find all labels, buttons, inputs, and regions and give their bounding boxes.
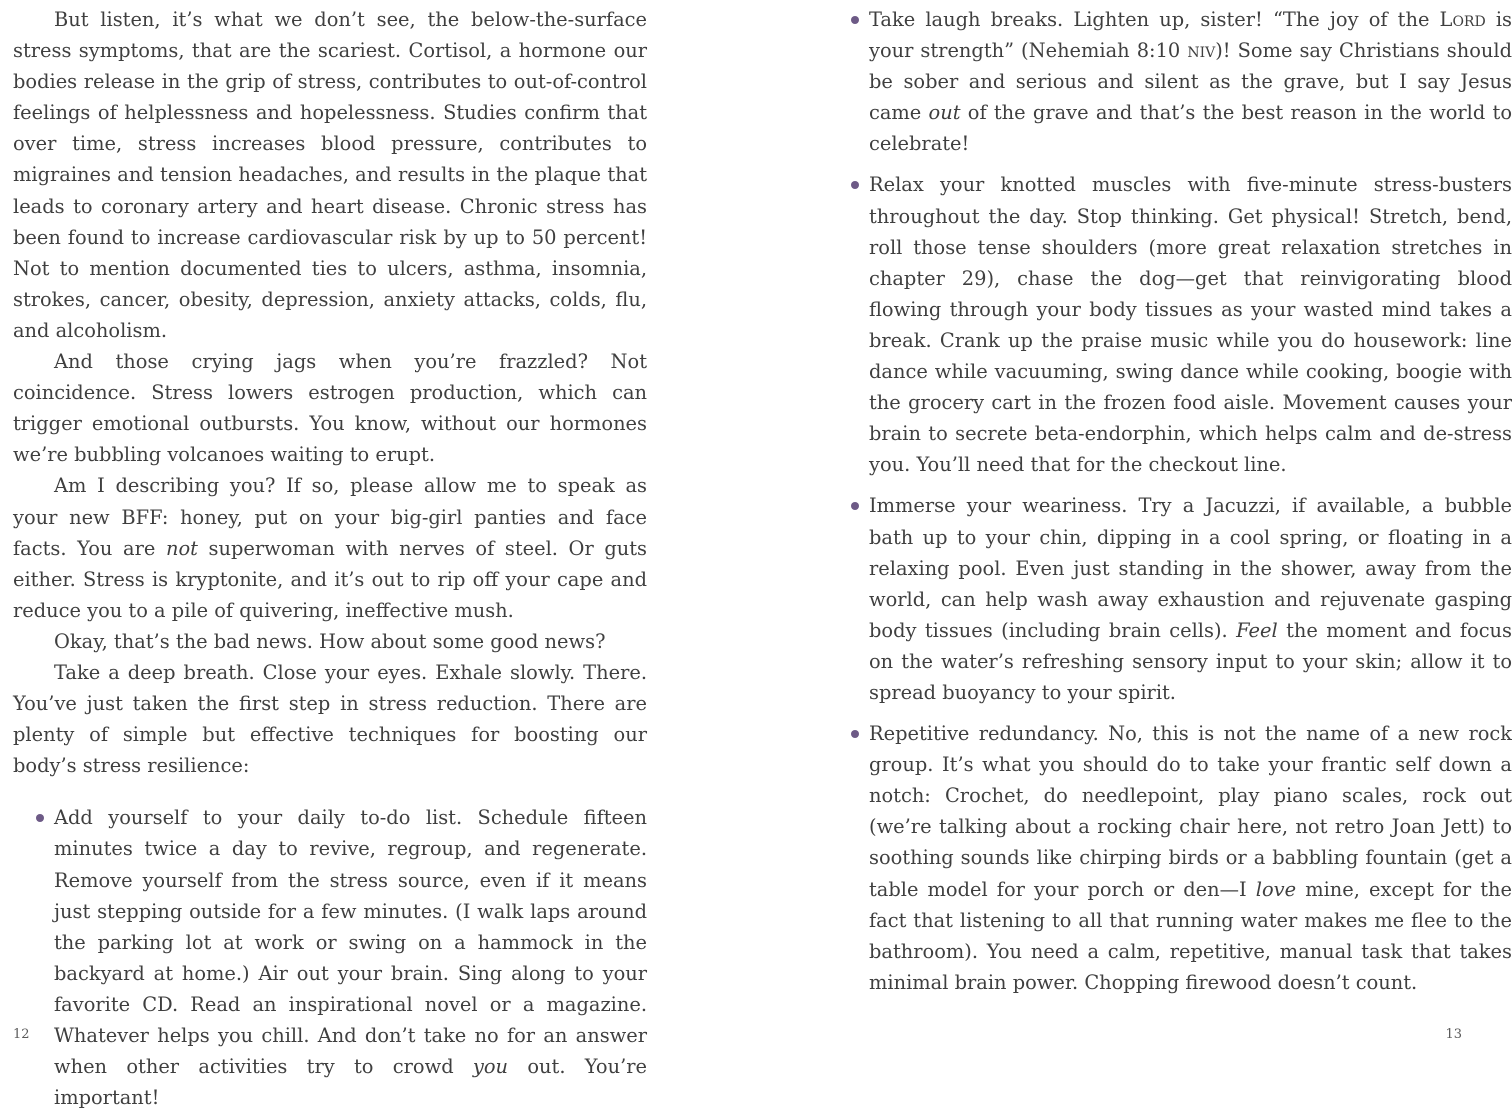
bullet-dot-icon <box>851 16 859 24</box>
emphasis-feel: Feel <box>1236 618 1278 642</box>
paragraph-crying-jags: And those crying jags when you’re frazzled? Not coincidence. Stress lowers estrogen production, which can trigger emotional outbursts. You know, without our hormones we’re bubbling volcanoes waiting to erupt. <box>13 350 647 467</box>
emphasis-love: love <box>1255 877 1297 901</box>
page-number-left: 12 <box>13 1027 30 1042</box>
bullet-relax-muscles <box>869 169 1512 480</box>
paragraph-bad-news: Okay, that’s the bad news. How about some good news? <box>54 629 606 653</box>
bullet-dot-icon <box>851 730 859 738</box>
paragraph-describing-you <box>13 470 647 625</box>
bullet-laugh-part4: of the grave and that’s the best reason in the world to celebrate! <box>869 101 1512 156</box>
paragraph-stress-symptoms: But listen, it’s what we don’t see, the below-the-surface stress symptoms, that are the scariest. Cortisol, a hormone our bodies release in the grip of stress, contributes to out-of-control feelings of helplessness and hopelessness. Studies confirm that over time, stress increases blood pressure, contributes to migraines and tension headaches, and results in the plaque that leads to coronary artery and heart disease. Chronic stress has been found to increase cardiovascular risk by up to 50 percent! Not to mention documented ties to ulcers, asthma, insomnia, strokes, cancer, obesity, depression, anxiety attacks, colds, flu, and alcoholism. <box>13 8 647 342</box>
left-text-column <box>13 4 647 1113</box>
bullet-add-yourself-part2: out. You’re important! <box>54 1055 647 1110</box>
bullet-immerse-part2: the moment and focus on the water’s refreshing sensory input to your skin; allow it to spread buoyancy to your spirit. <box>869 618 1512 704</box>
bullet-repetitive-part2: mine, except for the fact that listening to all that running water makes me flee to the bathroom). You need a calm, repetitive, manual task that takes minimal brain power. Chopping firewood doesn’t count. <box>869 877 1512 994</box>
bullet-dot-icon <box>851 502 859 510</box>
right-page <box>750 0 1512 1050</box>
paragraph-deep-breath: Take a deep breath. Close your eyes. Exhale slowly. There. You’ve just taken the first step in stress reduction. There are plenty of simple but effective techniques for boosting our body’s stress resilience: <box>13 660 647 778</box>
bullet-laugh-part3: )! Some say Christians should be sober and serious and silent as the grave, but I say Jesus came <box>869 39 1512 125</box>
bullet-add-yourself <box>13 802 647 1113</box>
bullet-dot-icon <box>36 814 44 822</box>
small-caps-lord: ord <box>1452 8 1486 31</box>
right-text-column <box>869 4 1512 998</box>
bullet-laugh-breaks <box>869 4 1512 159</box>
page-number-right: 13 <box>1445 1027 1462 1042</box>
left-bullet-list <box>13 802 647 1113</box>
bullet-laugh-part2: is your strength” (Nehemiah 8:10 <box>869 8 1512 63</box>
right-bullet-list <box>869 4 1512 998</box>
emphasis-not: not <box>165 536 198 560</box>
bullet-relax-text: Relax your knotted muscles with five-minute stress-busters throughout the day. Stop thinking. Get physical! Stretch, bend, roll those tense shoulders (more great relaxation stretches in chapter 29), chase the dog—get that reinvigorating blood flowing through your body tissues as your wasted mind takes a break. Crank up the praise music while you do housework: line dance while vacuuming, swing dance while cooking, boogie with the grocery cart in the frozen food aisle. Movement causes your brain to secrete beta-endorphin, which helps calm and de-stress you. You’ll need that for the checkout line. <box>869 173 1512 477</box>
paragraph-describing-you-part1: Am I describing you? If so, please allow me to speak as your new BFF: honey, put on your big-girl panties and face facts. You are <box>13 474 647 560</box>
emphasis-out: out <box>928 101 961 125</box>
left-page <box>0 0 750 1110</box>
bullet-dot-icon <box>851 181 859 189</box>
small-caps-niv: niv <box>1187 39 1216 63</box>
bullet-add-yourself-part1: Add yourself to your daily to-do list. Schedule fifteen minutes twice a day to revive, regroup, and regenerate. Remove yourself from the stress source, even if it means just stepping outside for a few minutes. (I walk laps around the parking lot at work or swing on a hammock in the backyard at home.) Air out your brain. Sing along to your favorite CD. Read an inspirational novel or a magazine. Whatever helps you chill. And don’t take no for an answer when other activities try to crowd <box>54 806 647 1079</box>
bullet-immerse <box>869 490 1512 708</box>
bullet-repetitive <box>869 718 1512 998</box>
bullet-immerse-part1: Immerse your weariness. Try a Jacuzzi, if available, a bubble bath up to your chin, dipping in a cool spring, or floating in a relaxing pool. Even just standing in the shower, away from the world, can help wash away exhaustion and rejuvenate gasping body tissues (including brain cells). <box>869 494 1512 642</box>
bullet-repetitive-part1: Repetitive redundancy. No, this is not the name of a new rock group. It’s what you should do to take your frantic self down a notch: Crochet, do needlepoint, play piano scales, rock out (we’re talking about a rocking chair here, not retro Joan Jett) to soothing sounds like chirping birds or a babbling fountain (get a table model for your porch or den—I <box>869 722 1512 901</box>
bullet-laugh-part1: Take laugh breaks. Lighten up, sister! “The joy of the L <box>869 8 1453 31</box>
paragraph-describing-you-part2: superwoman with nerves of steel. Or guts either. Stress is kryptonite, and it’s out to rip off your cape and reduce you to a pile of quivering, ineffective mush. <box>13 536 647 622</box>
emphasis-you: you <box>472 1055 509 1079</box>
